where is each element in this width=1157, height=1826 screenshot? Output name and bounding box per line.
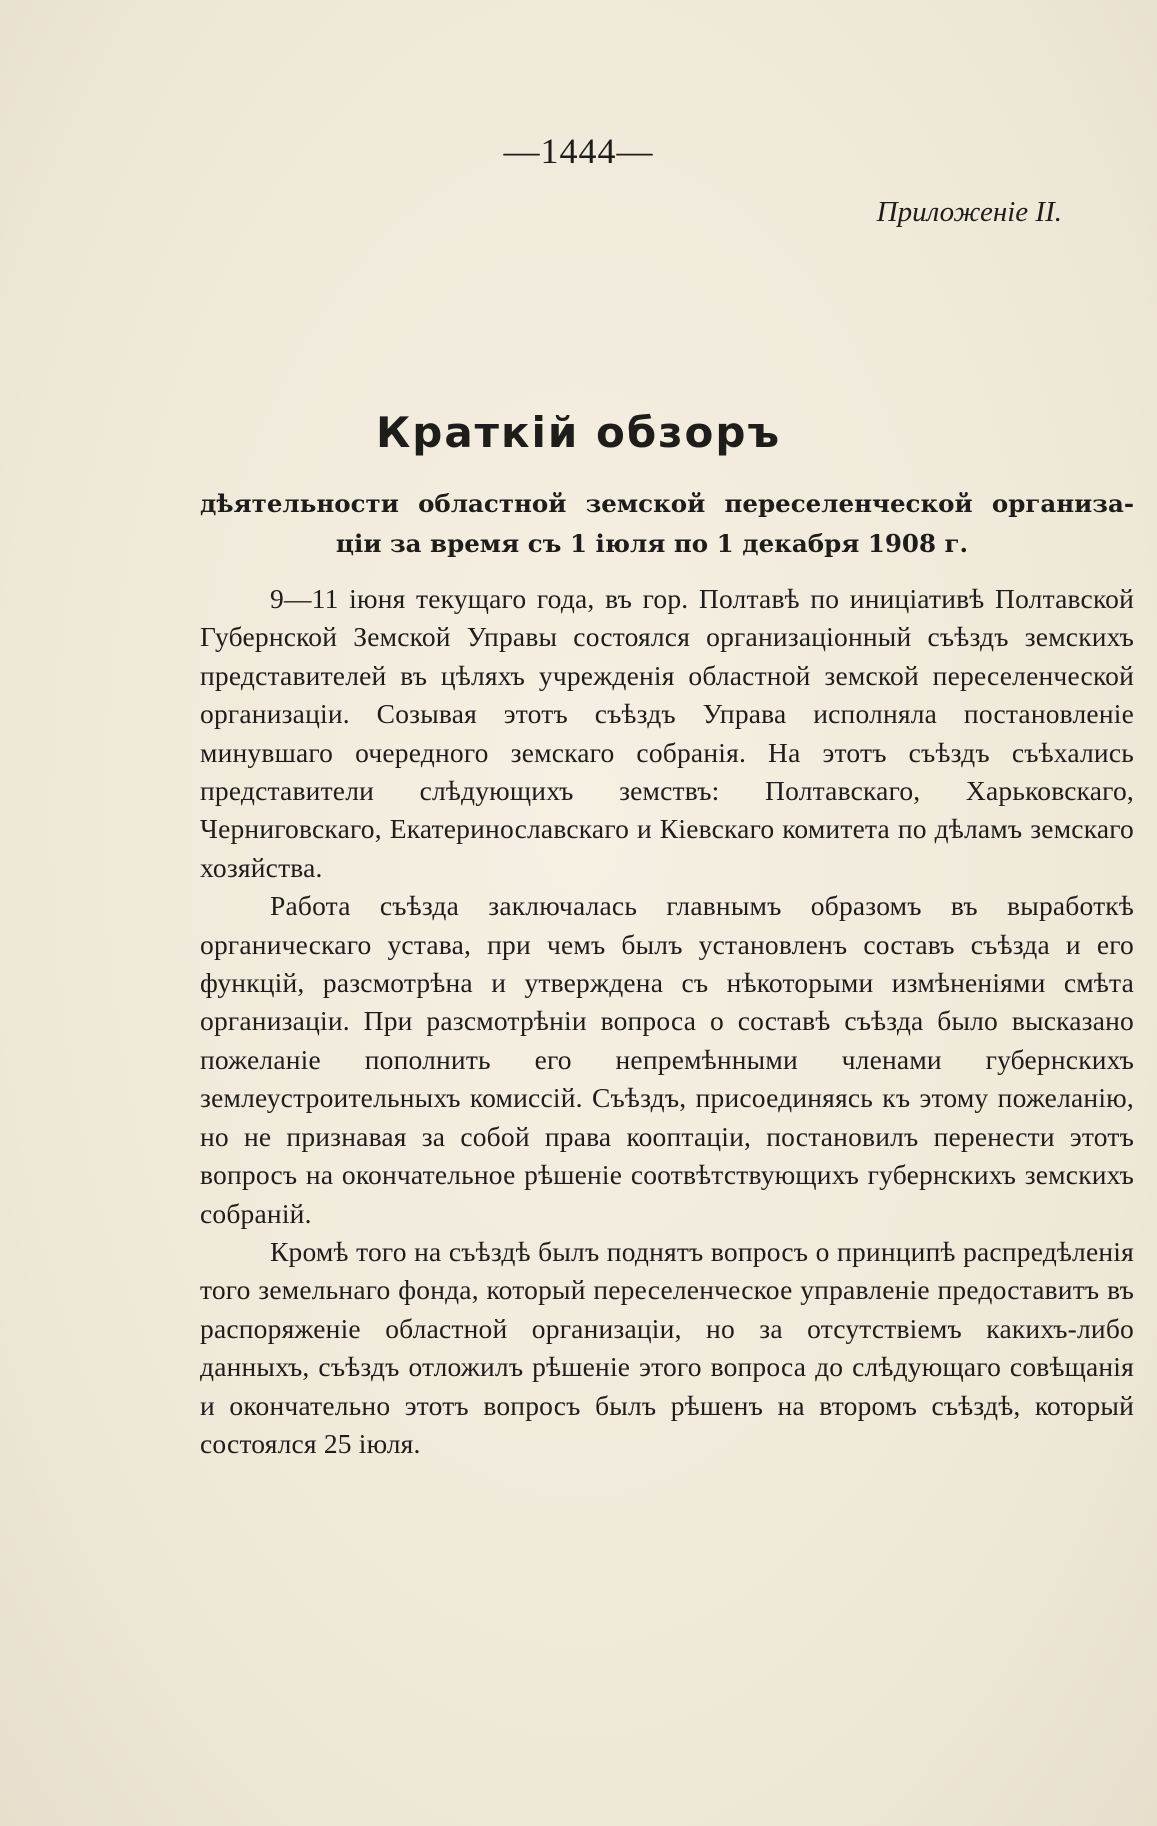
document-subtitle	[200, 484, 1134, 564]
document-title: Краткій обзоръ	[375, 408, 782, 457]
appendix-label: Приложеніе II.	[876, 196, 1062, 228]
paragraph-3: Кромѣ того на съѣздѣ былъ поднятъ вопросъ о принципѣ распредѣленія того земельнаго фонда, который переселенческое управленіе предоставитъ въ распоряженіе областной организаціи, но за отсутствіемъ какихъ-либо данныхъ, съѣздъ отложилъ рѣшеніе этого вопроса до слѣдующаго совѣщанія и окончательно этотъ вопросъ былъ рѣшенъ на второмъ съѣздѣ, который состоялся 25 іюля.	[200, 1235, 1134, 1459]
document-body	[200, 580, 1134, 1463]
paragraph-2: Работа съѣзда заключалась главнымъ образомъ въ выработкѣ органическаго устава, при чемъ былъ установленъ составъ съѣзда и его функцій, разсмотрѣна и утверждена съ нѣкоторыми измѣненіями смѣта организаціи. При разсмотрѣніи вопроса о составѣ съѣзда было высказано пожеланіе пополнить его непремѣнными членами губернскихъ землеустроительныхъ комиссій. Съѣздъ, присоединяясь къ этому пожеланію, но не признавая за собой права кооптаціи, постановилъ перенести этотъ вопросъ на окончательное рѣшеніе соотвѣтствующихъ губернскихъ земскихъ собраній.	[200, 890, 1134, 1229]
subtitle-line-2: ціи за время съ 1 іюля по 1 декабря 1908 г.	[335, 529, 969, 558]
page-number: —1444—	[503, 131, 654, 171]
subtitle-line-1: дѣятельности областной земской переселенческой организа-	[200, 489, 1134, 518]
paragraph-1: 9—11 іюня текущаго года, въ гор. Полтавѣ по иниціативѣ Полтавской Губернской Земской Управы состоялся организаціонный съѣздъ земскихъ представителей въ цѣляхъ учрежденія областной земской переселенческой организаціи. Созывая этотъ съѣздъ Управа исполняла постановленіе минувшаго очередного земскаго собранія. На этотъ съѣздъ съѣхались представители слѣдующихъ земствъ: Полтавскаго, Харьковскаго, Черниговскаго, Екатеринославскаго и Кіевскаго комитета по дѣламъ земскаго хозяйства.	[200, 583, 1134, 883]
